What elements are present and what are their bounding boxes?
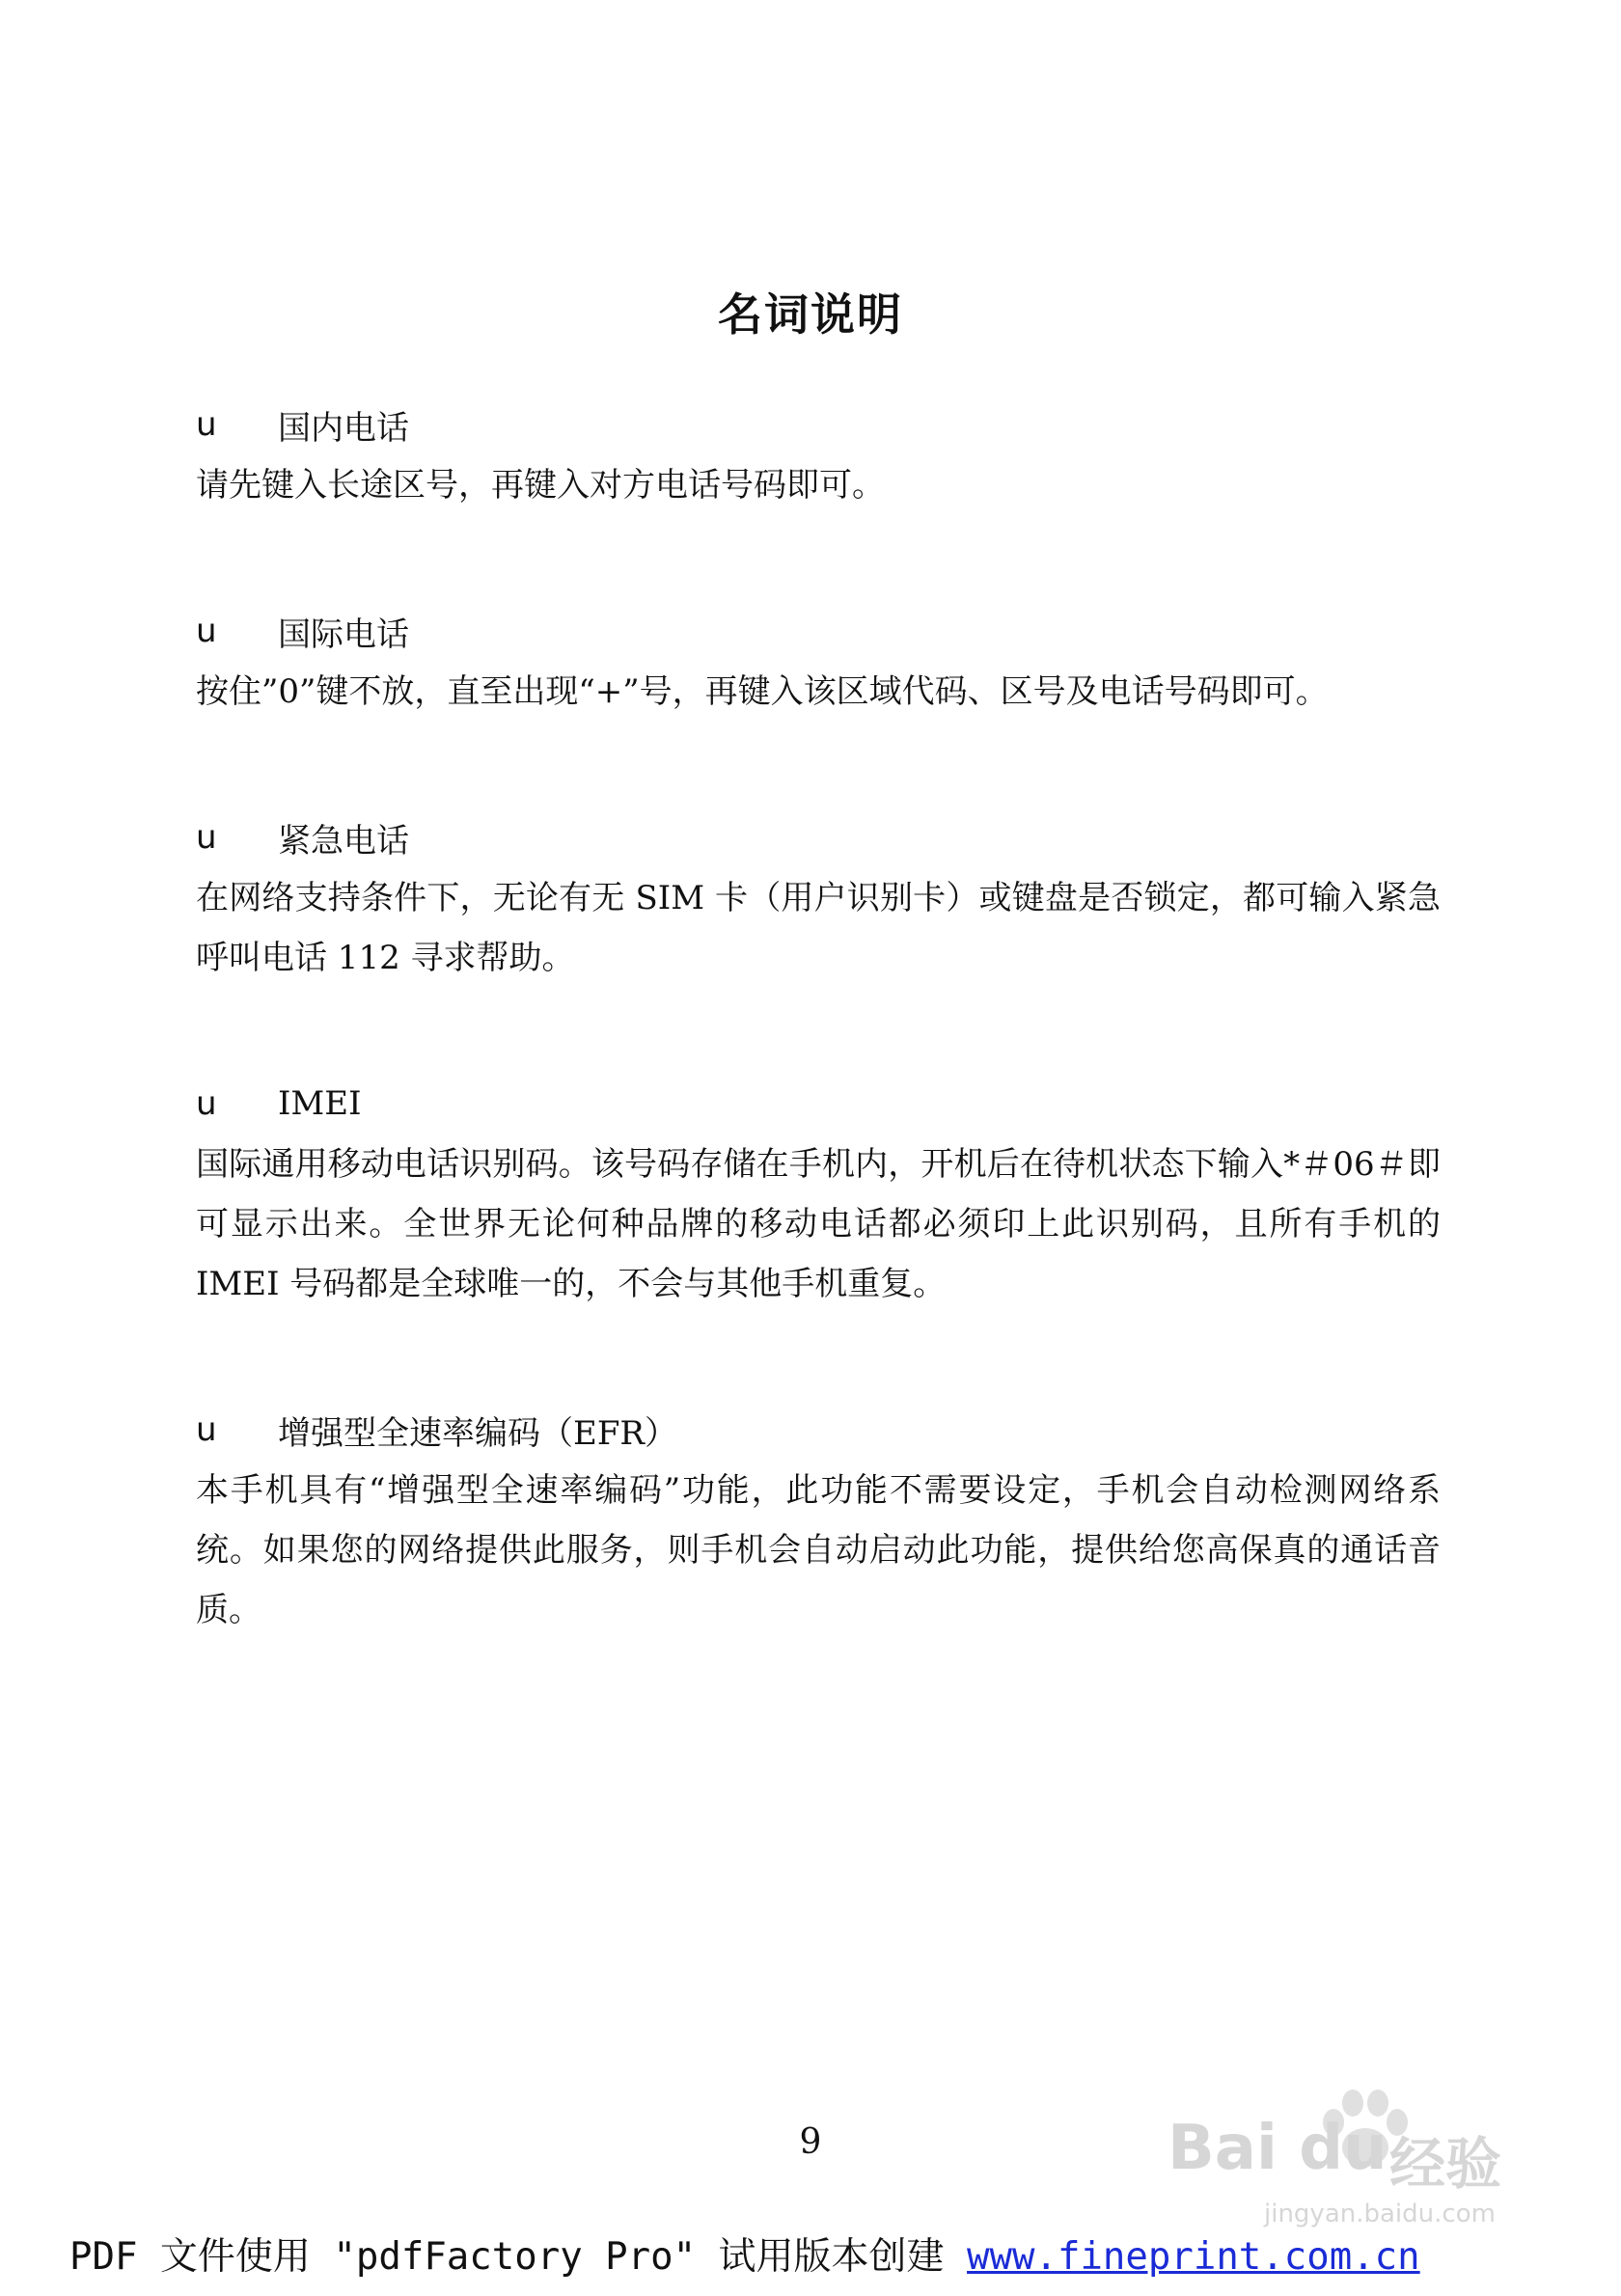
baidu-watermark bbox=[1139, 2084, 1544, 2228]
page-title: 名词说明 bbox=[718, 288, 903, 341]
bullet-icon: u bbox=[196, 818, 217, 857]
page-number: 9 bbox=[799, 2122, 822, 2162]
section-imei bbox=[196, 1079, 1441, 1314]
glossary-content bbox=[196, 399, 1441, 1731]
section-heading bbox=[196, 399, 1441, 450]
section-heading-label: 国际电话 bbox=[278, 615, 409, 654]
section-heading-label: IMEI bbox=[278, 1084, 362, 1123]
section-heading bbox=[196, 812, 1441, 862]
watermark-brand: Bai du bbox=[1168, 2113, 1387, 2184]
watermark-brand-cn: 经验 bbox=[1389, 2131, 1502, 2197]
section-body: 国际通用移动电话识别码。该号码存储在手机内，开机后在待机状态下输入*＃06＃即可显示出来。全世界无论何种品牌的移动电话都必须印上此识别码，且所有手机的 IMEI 号码都是全球唯一的，不会与其他手机重复。 bbox=[196, 1145, 1441, 1303]
section-body: 在网络支持条件下，无论有无 SIM 卡（用户识别卡）或键盘是否锁定，都可输入紧急呼叫电话 112 寻求帮助。 bbox=[196, 879, 1441, 977]
section-body: 按住”0”键不放，直至出现“+”号，再键入该区域代码、区号及电话号码即可。 bbox=[196, 672, 1329, 711]
footer-text: PDF 文件使用 "pdfFactory Pro" 试用版本创建 bbox=[69, 2235, 968, 2279]
section-heading bbox=[196, 1079, 1441, 1129]
section-heading-label: 紧急电话 bbox=[278, 821, 409, 861]
section-heading-label: 国内电话 bbox=[278, 408, 409, 448]
watermark-site: jingyan.baidu.com bbox=[1264, 2200, 1496, 2228]
section-emergency-call bbox=[196, 812, 1441, 988]
section-international-call bbox=[196, 606, 1441, 722]
section-heading bbox=[196, 606, 1441, 656]
pdf-footer bbox=[69, 2227, 1575, 2281]
section-body: 本手机具有“增强型全速率编码”功能，此功能不需要设定，手机会自动检测网络系统。如果您的网络提供此服务，则手机会自动启动此功能，提供给您高保真的通话音质。 bbox=[196, 1471, 1441, 1629]
bullet-icon: u bbox=[196, 612, 217, 650]
section-heading bbox=[196, 1405, 1441, 1455]
section-domestic-call bbox=[196, 399, 1441, 515]
section-efr bbox=[196, 1405, 1441, 1640]
bullet-icon: u bbox=[196, 405, 217, 444]
footer-link[interactable]: www.fineprint.com.cn bbox=[967, 2235, 1420, 2279]
section-body: 请先键入长途区号，再键入对方电话号码即可。 bbox=[196, 466, 885, 505]
bullet-icon: u bbox=[196, 1410, 217, 1449]
section-heading-label: 增强型全速率编码（EFR） bbox=[278, 1413, 678, 1453]
bullet-icon: u bbox=[196, 1084, 217, 1123]
